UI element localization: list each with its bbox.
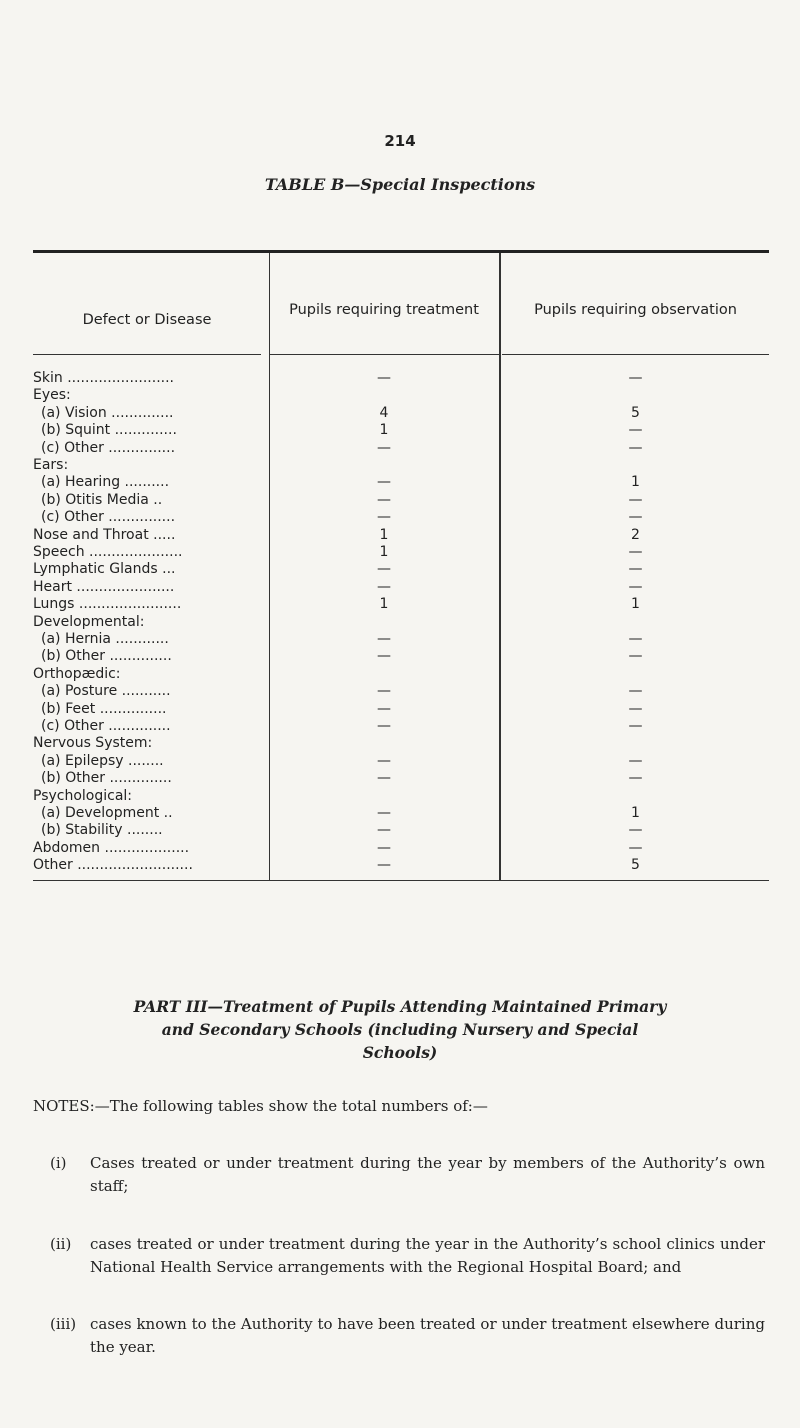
observation-count: —	[628, 370, 643, 386]
table-row	[33, 648, 769, 665]
treatment-count: —	[377, 805, 391, 821]
note-marker: (i)	[50, 1154, 67, 1172]
observation-count: —	[628, 648, 643, 665]
note-item	[50, 1313, 765, 1359]
treatment-count: 1	[379, 526, 389, 543]
treatment-count: —	[377, 474, 391, 491]
table-row	[33, 492, 769, 509]
table-row	[33, 387, 769, 404]
row-label: (a) Hearing ..........	[41, 474, 170, 491]
note-marker: (iii)	[50, 1315, 77, 1333]
row-label: (c) Other ...............	[41, 439, 176, 456]
treatment-count: —	[377, 752, 391, 769]
treatment-count: —	[377, 770, 391, 787]
row-label: Nervous System:	[33, 735, 153, 752]
row-label: (a) Epilepsy ........	[41, 752, 164, 769]
table-row	[33, 718, 769, 735]
observation-count: —	[628, 631, 643, 647]
table-row	[33, 683, 769, 700]
treatment-count: 1	[379, 544, 389, 560]
header-defect: Defect or Disease	[82, 312, 212, 328]
table-row	[33, 509, 769, 526]
observation-count: —	[628, 683, 643, 700]
row-label: (a) Posture ...........	[41, 683, 171, 700]
header-observation: Pupils requiring observation	[534, 302, 737, 318]
row-label: (b) Other ..............	[41, 648, 172, 665]
header-rule-treatment	[269, 354, 499, 355]
observation-count: 5	[631, 857, 640, 874]
treatment-count: —	[377, 509, 391, 526]
treatment-count: 1	[379, 596, 389, 613]
observation-count: —	[628, 439, 643, 456]
observation-count: —	[628, 718, 643, 734]
table-title: TABLE B—Special Inspections	[264, 175, 536, 194]
row-label: (c) Other ...............	[41, 509, 176, 526]
treatment-count: —	[377, 683, 391, 700]
table-row	[33, 370, 769, 387]
table-row	[33, 561, 769, 578]
observation-count: 1	[631, 805, 640, 821]
row-label: Orthopædic:	[33, 665, 121, 682]
table-row	[33, 788, 769, 805]
observation-count: —	[628, 700, 643, 717]
treatment-count: —	[377, 648, 391, 665]
row-label: (b) Feet ...............	[41, 700, 167, 717]
observation-count: —	[628, 578, 643, 595]
observation-count: —	[628, 752, 643, 769]
table-row	[33, 457, 769, 474]
table-row	[33, 735, 769, 752]
treatment-count: —	[377, 370, 391, 386]
row-label: (b) Squint ..............	[41, 422, 177, 439]
row-label: (a) Hernia ............	[41, 631, 169, 647]
table-row	[33, 474, 769, 491]
table-row	[33, 527, 769, 544]
table-row	[33, 422, 769, 439]
row-label: Ears:	[33, 457, 69, 473]
table-bottom-rule	[33, 880, 769, 881]
note-text: cases known to the Authority to have been treated or under treatment elsewhere during the year.	[90, 1315, 765, 1356]
table-row	[33, 666, 769, 683]
note-marker: (ii)	[50, 1235, 72, 1253]
observation-count: 5	[631, 404, 640, 421]
observation-count: —	[628, 509, 643, 526]
table-top-rule	[33, 250, 769, 253]
row-label: (a) Vision ..............	[41, 404, 174, 421]
treatment-count: —	[377, 718, 391, 734]
treatment-count: —	[377, 561, 391, 578]
table-row	[33, 770, 769, 787]
header-treatment: Pupils requiring treatment	[289, 302, 479, 318]
notes-intro: NOTES:—The following tables show the total numbers of:—	[33, 1097, 488, 1115]
observation-count: 2	[631, 526, 640, 543]
observation-count: —	[628, 422, 643, 439]
observation-count: —	[628, 822, 643, 839]
treatment-count: 1	[379, 422, 389, 439]
table-row	[33, 631, 769, 648]
table-row	[33, 440, 769, 457]
row-label: (b) Otitis Media ..	[41, 491, 163, 508]
treatment-count: —	[377, 439, 391, 456]
row-label: Other ..........................	[33, 857, 193, 874]
treatment-count: —	[377, 700, 391, 717]
observation-count: —	[628, 770, 643, 787]
treatment-count: —	[377, 857, 391, 874]
treatment-count: —	[377, 631, 391, 647]
table-row	[33, 822, 769, 839]
row-label: (b) Other ..............	[41, 770, 172, 787]
note-item	[50, 1152, 765, 1198]
page-number: 214	[384, 132, 416, 150]
observation-count: —	[628, 839, 643, 856]
table-row	[33, 857, 769, 874]
observation-count: —	[628, 544, 643, 560]
treatment-count: 4	[379, 404, 389, 421]
observation-count: —	[628, 491, 643, 508]
table-row	[33, 596, 769, 613]
row-label: (a) Development ..	[41, 805, 173, 821]
row-label: Lungs .......................	[33, 596, 182, 613]
header-rule-defect	[33, 354, 261, 355]
treatment-count: —	[377, 839, 391, 856]
observation-count: —	[628, 561, 643, 578]
row-label: Psychological:	[33, 787, 133, 804]
table-row	[33, 579, 769, 596]
table-row	[33, 840, 769, 857]
row-label: Lymphatic Glands ...	[33, 561, 176, 578]
treatment-count: —	[377, 491, 391, 508]
table-row	[33, 805, 769, 822]
note-item	[50, 1233, 765, 1279]
observation-count: 1	[631, 596, 640, 613]
header-rule-observation	[502, 354, 769, 355]
row-label: Skin ........................	[33, 370, 175, 386]
row-label: (b) Stability ........	[41, 822, 163, 839]
row-label: Eyes:	[33, 387, 71, 404]
treatment-count: —	[377, 578, 391, 595]
row-label: Heart ......................	[33, 578, 175, 595]
table-row	[33, 701, 769, 718]
row-label: Speech .....................	[33, 544, 183, 560]
part-three-heading: PART III—Treatment of Pupils Attending Maintained Primary and Secondary Schools (including Nursery and Special Schools)	[133, 997, 667, 1062]
row-label: Nose and Throat .....	[33, 526, 176, 543]
note-text: cases treated or under treatment during the year in the Authority’s school clinics under National Health Service arrangements with the Regional Hospital Board; and	[90, 1235, 765, 1276]
observation-count: 1	[631, 474, 640, 491]
table-row	[33, 753, 769, 770]
row-label: Abdomen ...................	[33, 839, 190, 856]
row-label: (c) Other ..............	[41, 718, 171, 734]
table-row	[33, 614, 769, 631]
table-row	[33, 544, 769, 561]
note-text: Cases treated or under treatment during the year by members of the Authority’s own staff;	[90, 1154, 765, 1195]
table-row	[33, 405, 769, 422]
row-label: Developmental:	[33, 613, 145, 630]
special-inspections-table	[33, 250, 769, 882]
treatment-count: —	[377, 822, 391, 839]
